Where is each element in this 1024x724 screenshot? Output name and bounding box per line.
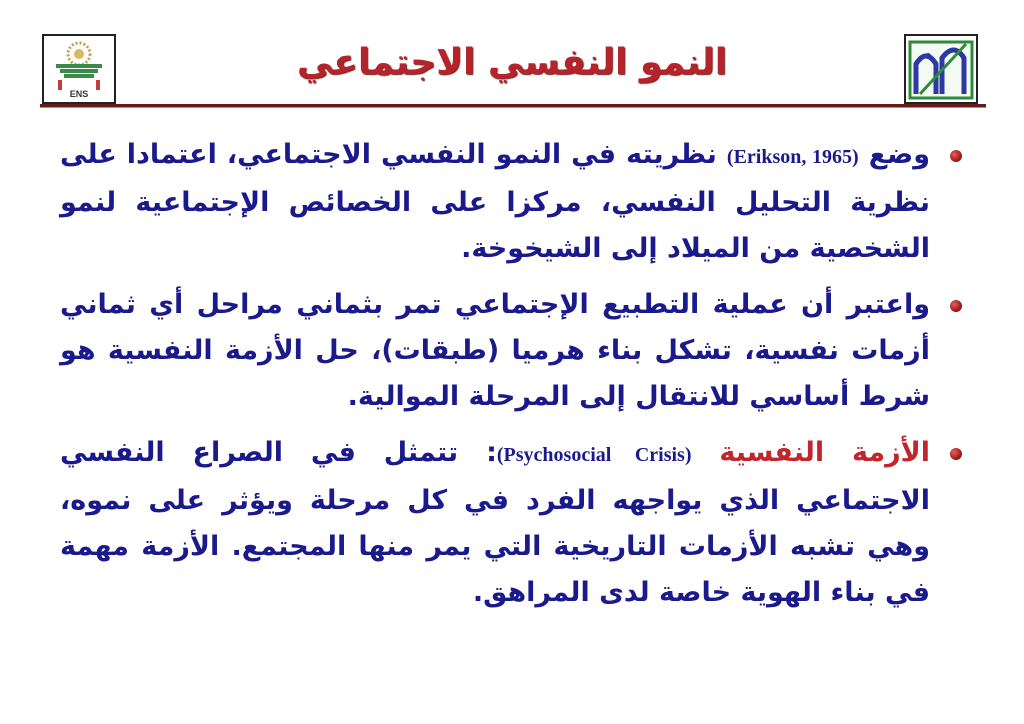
bullet-list bbox=[60, 132, 966, 626]
arch-logo bbox=[904, 34, 978, 104]
ens-logo-text: ENS bbox=[69, 89, 89, 99]
bullet-text-pre: وضع bbox=[858, 139, 931, 170]
bullet-text: واعتبر أن عملية التطبيع الإجتماعي تمر بثماني مراحل أي ثماني أزمات نفسية، تشكل بناء هرميا (طبقات)، حل الأزمة النفسية هو شرط أساسي للانتقال إلى المرحلة الموالية. bbox=[60, 289, 930, 412]
term-psychosocial-crisis: الأزمة النفسية bbox=[719, 437, 930, 468]
bullet-text-post: نظريته في النمو النفسي الاجتماعي، اعتمادا على نظرية التحليل النفسي، مركزا على الخصائص الإجتماعية لنمو الشخصية من الميلاد إلى الشيخوخة. bbox=[60, 139, 930, 264]
ens-logo bbox=[42, 34, 116, 104]
ens-logo-icon bbox=[44, 38, 114, 92]
title-divider bbox=[40, 104, 986, 108]
bullet-icon bbox=[950, 448, 962, 460]
bullet-item-stages bbox=[60, 282, 966, 420]
bullet-item-erikson bbox=[60, 132, 966, 272]
bullet-icon bbox=[950, 300, 962, 312]
bullet-text-post: : تتمثل في الصراع النفسي الاجتماعي الذي يواجهه الفرد في كل مرحلة ويؤثر على نموه، وهي تشبه الأزمات التاريخية التي يمر منها المجتمع. الأزمة مهمة في بناء الهوية خاصة لدى المراهق. bbox=[60, 437, 930, 608]
term-latin: (Psychosocial Crisis) bbox=[496, 444, 692, 466]
arch-logo-icon bbox=[906, 36, 976, 102]
bullet-icon bbox=[950, 150, 962, 162]
citation-erikson: (Erikson, 1965) bbox=[726, 146, 859, 168]
bullet-item-crisis bbox=[60, 430, 966, 616]
page-title: النمو النفسي الاجتماعي bbox=[296, 42, 728, 83]
